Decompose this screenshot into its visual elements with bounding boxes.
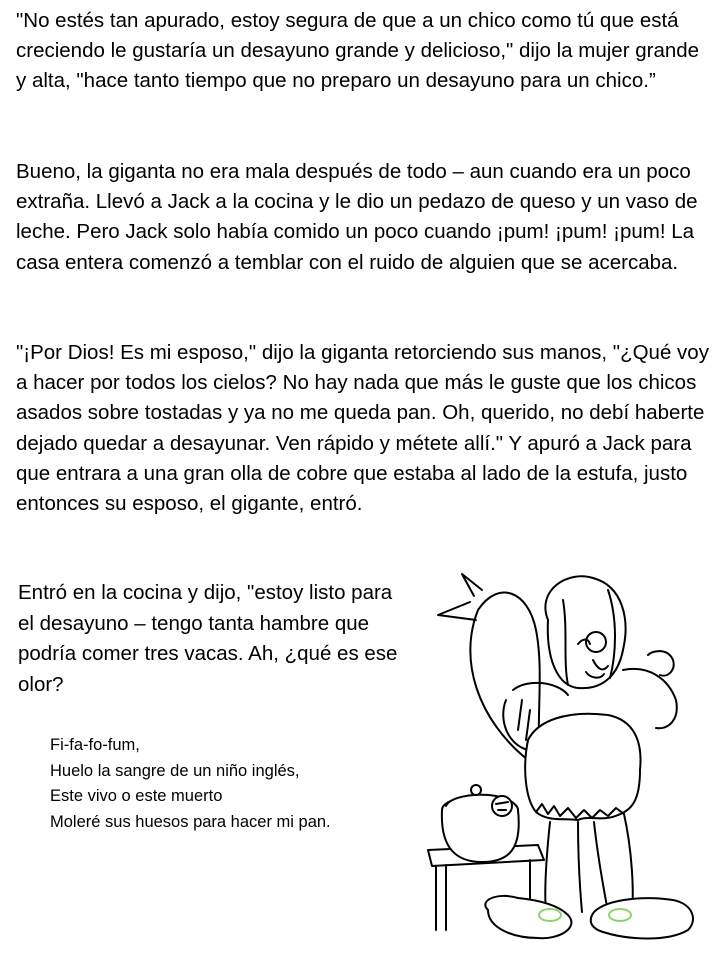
rhyme-line-4: Moleré sus huesos para hacer mi pan. [50, 812, 331, 831]
story-paragraph-4: Entró en la cocina y dijo, "estoy listo para el desayuno – tengo tanta hambre que podría comer tres vacas. Ah, ¿qué es ese olor? [18, 581, 398, 696]
copper-pot-drawing [442, 785, 519, 862]
giant-with-club-illustration [418, 560, 718, 960]
story-paragraph-3: "¡Por Dios! Es mi esposo," dijo la giganta retorciendo sus manos, "¿Qué voy a hacer por todos los cielos? No hay nada que más le guste que los chicos asados sobre tostadas y ya no me queda pan. Oh, querido, no debí haberte dejado quedar a desayunar. Ven rápido y métete allí." Y apuró a Jack para que entrara a una gran olla de cobre que estaba al lado de la estufa, justo entonces su esposo, el gigante, entró. [16, 341, 709, 516]
rhyme-line-2: Huelo la sangre de un niño inglés, [50, 761, 300, 780]
rhyme-line-1: Fi-fa-fo-fum, [50, 736, 140, 754]
rhyme-line-3: Este vivo o este muerto [50, 787, 223, 805]
story-paragraph-2: Bueno, la giganta no era mala después de todo – aun cuando era un poco extraña. Llevó a Jack a la cocina y le dio un pedazo de queso y un vaso de leche. Pero Jack solo había comido un poco cuando ¡pum! ¡pum! ¡pum! La casa entera comenzó a temblar con el ruido de alguien que se acercaba. [16, 160, 698, 274]
club-drawing [438, 574, 540, 760]
giant-rhyme [50, 733, 410, 835]
story-paragraph-1: "No estés tan apurado, estoy segura de que a un chico como tú que está creciendo le gustaría un desayuno grande y delicioso," dijo la mujer grande y alta, "hace tanto tiempo que no preparo un desayuno para un chico.” [16, 9, 700, 93]
